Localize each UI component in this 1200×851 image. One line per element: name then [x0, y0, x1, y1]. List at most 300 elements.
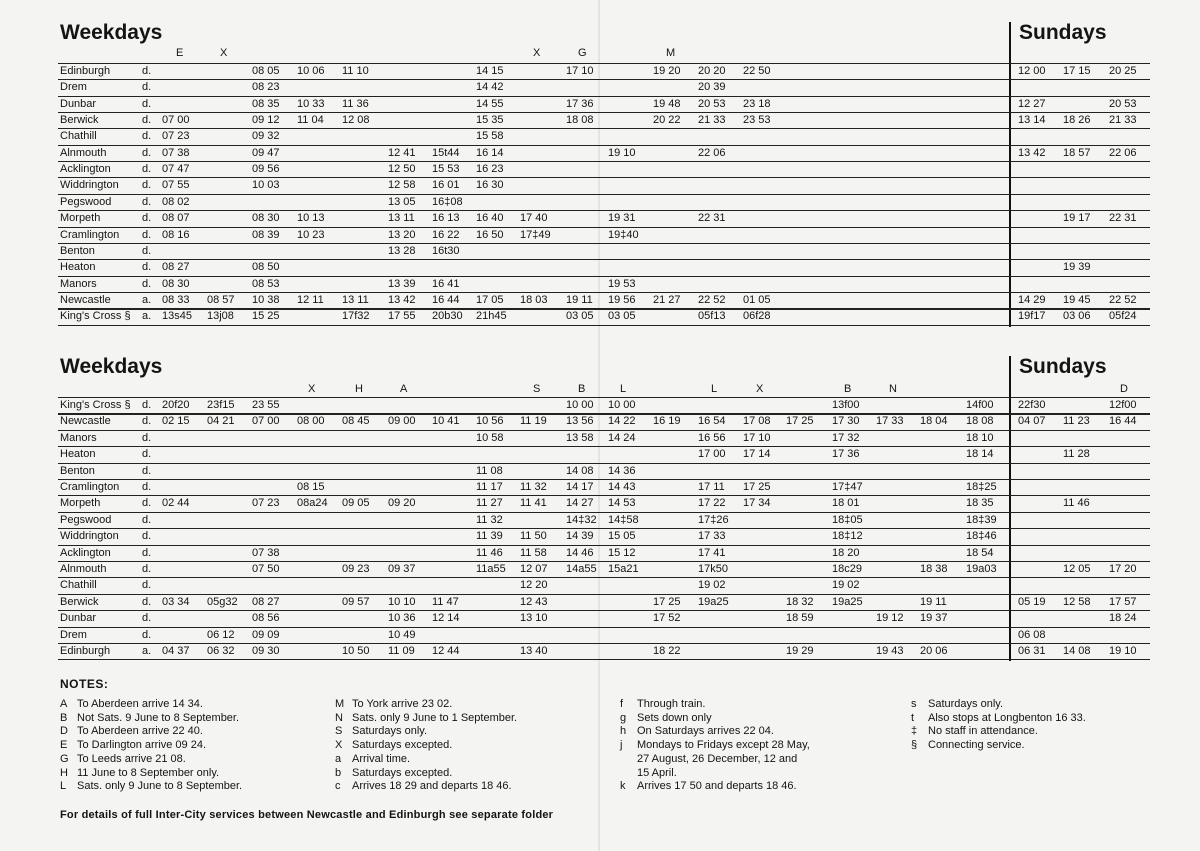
- time-cell: 10 38: [252, 293, 280, 306]
- arr-dep-marker: d.: [142, 146, 152, 159]
- sunday-time-cell: 19 10: [1109, 645, 1137, 657]
- time-cell: 21 27: [653, 293, 681, 306]
- time-cell: 20b30: [432, 310, 463, 323]
- station-name: Edinburgh: [60, 65, 111, 77]
- note-key: D: [60, 725, 68, 738]
- time-cell: 14 53: [608, 497, 636, 510]
- time-cell: 11 09: [388, 645, 415, 657]
- time-cell: 07 00: [162, 114, 190, 127]
- time-cell: 14 17: [566, 481, 594, 493]
- time-cell: 17 22: [698, 497, 726, 510]
- time-cell: 20 39: [698, 81, 726, 94]
- sunday-time-cell: 20 53: [1109, 97, 1137, 110]
- time-cell: 14‡32: [566, 513, 597, 526]
- note-key: §: [911, 739, 918, 752]
- note-text: Not Sats. 9 June to 8 September.: [77, 711, 240, 724]
- time-cell: 15t44: [432, 146, 460, 159]
- note-text: To Aberdeen arrive 22 40.: [77, 725, 203, 738]
- note-item: [60, 739, 206, 752]
- time-cell: 08a24: [297, 497, 328, 510]
- note-item: [620, 767, 677, 780]
- time-cell: 14 22: [608, 415, 636, 428]
- note-key: b: [335, 766, 342, 779]
- column-note: S: [533, 383, 541, 395]
- arr-dep-marker: d.: [142, 628, 152, 641]
- time-cell: 03 05: [608, 310, 636, 323]
- note-item: [335, 767, 452, 780]
- time-cell: 18 22: [653, 645, 681, 657]
- time-cell: 17 33: [698, 530, 726, 543]
- note-key: s: [911, 698, 917, 710]
- time-cell: 07 38: [252, 546, 280, 559]
- time-cell: 19a25: [698, 595, 729, 608]
- sunday-time-cell: 13 42: [1018, 146, 1046, 159]
- time-cell: 12 08: [342, 114, 370, 127]
- sundays-divider: [1009, 356, 1011, 661]
- note-item: [911, 698, 1003, 711]
- station-name: Cramlington: [60, 481, 120, 493]
- sunday-time-cell: 12 05: [1063, 563, 1091, 575]
- note-text: Arrival time.: [352, 752, 411, 765]
- time-cell: 19 48: [653, 97, 681, 110]
- time-cell: 09 09: [252, 628, 280, 641]
- note-item: [60, 725, 203, 738]
- time-cell: 13 39: [388, 277, 416, 290]
- station-name: Benton: [60, 464, 95, 477]
- time-cell: 16 23: [476, 163, 504, 176]
- time-cell: 21 33: [698, 114, 726, 127]
- time-cell: 15 58: [476, 130, 504, 143]
- station-name: Berwick: [60, 114, 99, 127]
- time-cell: 10 49: [388, 628, 416, 641]
- time-cell: 16‡08: [432, 195, 463, 208]
- sunday-time-cell: 22f30: [1018, 399, 1046, 411]
- time-cell: 16 01: [432, 179, 460, 192]
- time-cell: 11 32: [520, 481, 547, 493]
- time-cell: 18‡12: [832, 530, 863, 543]
- time-cell: 07 23: [252, 497, 280, 510]
- time-cell: 18 04: [920, 415, 948, 428]
- time-cell: 16 14: [476, 146, 504, 159]
- time-cell: 19a03: [966, 563, 997, 575]
- time-cell: 18 20: [832, 546, 860, 559]
- note-key: A: [60, 698, 68, 710]
- time-cell: 11 27: [476, 497, 503, 510]
- time-cell: 14 55: [476, 97, 504, 110]
- time-cell: 19 02: [698, 579, 726, 592]
- column-note: X: [533, 47, 541, 59]
- time-cell: 15 05: [608, 530, 636, 543]
- sunday-time-cell: 14 08: [1063, 645, 1091, 657]
- time-cell: 10 00: [608, 399, 636, 411]
- note-text: To Darlington arrive 09 24.: [77, 739, 207, 752]
- rule: [58, 659, 1150, 660]
- arr-dep-marker: d.: [142, 244, 152, 257]
- time-cell: 04 21: [207, 415, 235, 428]
- note-key: N: [335, 711, 343, 724]
- time-cell: 13 10: [520, 612, 548, 625]
- rule: [58, 577, 1150, 578]
- time-cell: 11 41: [520, 497, 547, 510]
- sundays-heading: Sundays: [1019, 355, 1107, 378]
- time-cell: 09 57: [342, 595, 370, 608]
- sunday-time-cell: 21 33: [1109, 114, 1137, 127]
- time-cell: 09 37: [388, 563, 416, 575]
- time-cell: 14a55: [566, 563, 597, 575]
- time-cell: 16 56: [698, 431, 726, 444]
- note-key: t: [911, 711, 915, 724]
- station-name: King's Cross §: [60, 310, 131, 323]
- time-cell: 14 24: [608, 431, 636, 444]
- time-cell: 18 01: [832, 497, 860, 510]
- time-cell: 13 20: [388, 228, 416, 241]
- station-name: Alnmouth: [60, 146, 107, 159]
- sunday-time-cell: 18 24: [1109, 612, 1137, 625]
- time-cell: 13 28: [388, 244, 416, 257]
- note-item: [620, 712, 712, 725]
- note-text: 11 June to 8 September only.: [77, 766, 220, 779]
- column-note: N: [889, 383, 897, 395]
- note-item: [620, 753, 797, 766]
- note-key: B: [60, 711, 68, 724]
- time-cell: 16t30: [432, 244, 460, 257]
- arr-dep-marker: d.: [142, 97, 152, 110]
- time-cell: 19 43: [876, 645, 904, 657]
- column-note: X: [220, 47, 228, 59]
- time-cell: 16 22: [432, 228, 460, 241]
- time-cell: 13 11: [388, 212, 415, 225]
- arr-dep-marker: d.: [142, 481, 152, 493]
- time-cell: 15a21: [608, 563, 639, 575]
- note-text: Saturdays excepted.: [352, 766, 453, 779]
- column-note: M: [666, 47, 676, 59]
- column-note: E: [176, 47, 184, 59]
- time-cell: 17 10: [566, 65, 594, 77]
- time-cell: 18 08: [966, 415, 994, 428]
- time-cell: 15 35: [476, 114, 504, 127]
- sunday-time-cell: 22 31: [1109, 212, 1137, 225]
- time-cell: 14 42: [476, 81, 504, 94]
- arr-dep-marker: d.: [142, 530, 152, 543]
- note-item: [620, 739, 810, 752]
- time-cell: 20f20: [162, 399, 190, 411]
- note-text: To Leeds arrive 21 08.: [77, 752, 186, 765]
- arr-dep-marker: d.: [142, 546, 152, 559]
- note-item: [620, 725, 774, 738]
- sunday-time-cell: 12 58: [1063, 595, 1091, 608]
- time-cell: 06f28: [743, 310, 771, 323]
- note-item: [60, 780, 242, 793]
- note-text: Sats. only 9 June to 1 September.: [352, 711, 518, 724]
- time-cell: 19‡40: [608, 228, 639, 241]
- arr-dep-marker: d.: [142, 65, 152, 77]
- time-cell: 10 10: [388, 595, 416, 608]
- note-item: [911, 739, 1025, 752]
- sunday-time-cell: 11 46: [1063, 497, 1090, 510]
- time-cell: 06 32: [207, 645, 235, 657]
- note-text: Connecting service.: [928, 739, 1025, 752]
- note-key: k: [620, 780, 626, 793]
- time-cell: 09 32: [252, 130, 280, 143]
- time-cell: 10 33: [297, 97, 325, 110]
- time-cell: 10 03: [252, 179, 280, 192]
- time-cell: 19a25: [832, 595, 863, 608]
- time-cell: 11 19: [520, 415, 547, 428]
- station-name: Newcastle: [60, 415, 111, 428]
- arr-dep-marker: d.: [142, 179, 152, 192]
- time-cell: 12 58: [388, 179, 416, 192]
- arr-dep-marker: d.: [142, 497, 152, 510]
- arr-dep-marker: d.: [142, 81, 152, 94]
- arr-dep-marker: d.: [142, 595, 152, 608]
- rule: [58, 610, 1150, 611]
- sunday-time-cell: 22 52: [1109, 293, 1137, 306]
- note-item: [60, 698, 203, 711]
- arr-dep-marker: d.: [142, 130, 152, 143]
- time-cell: 12 44: [432, 645, 460, 657]
- arr-dep-marker: d.: [142, 261, 152, 274]
- time-cell: 19 29: [786, 645, 814, 657]
- time-cell: 14‡58: [608, 513, 639, 526]
- time-cell: 11 10: [342, 65, 369, 77]
- note-key: L: [60, 780, 67, 793]
- time-cell: 04 37: [162, 645, 190, 657]
- time-cell: 14 43: [608, 481, 636, 493]
- time-cell: 18 03: [520, 293, 548, 306]
- time-cell: 17‡47: [832, 481, 863, 493]
- time-cell: 13 11: [342, 293, 369, 306]
- time-cell: 19 11: [920, 595, 947, 608]
- time-cell: 05f13: [698, 310, 726, 323]
- time-cell: 16 54: [698, 415, 726, 428]
- time-cell: 11 32: [476, 513, 503, 526]
- sunday-time-cell: 19f17: [1018, 310, 1046, 323]
- time-cell: 17 08: [743, 415, 771, 428]
- time-cell: 18 38: [920, 563, 948, 575]
- time-cell: 15 12: [608, 546, 636, 559]
- station-name: Chathill: [60, 579, 97, 592]
- time-cell: 14 46: [566, 546, 594, 559]
- time-cell: 18 35: [966, 497, 994, 510]
- sunday-time-cell: 06 31: [1018, 645, 1046, 657]
- time-cell: 18‡25: [966, 481, 997, 493]
- time-cell: 10 23: [297, 228, 325, 241]
- time-cell: 13s45: [162, 310, 192, 323]
- sunday-time-cell: 11 28: [1063, 448, 1090, 461]
- time-cell: 12 50: [388, 163, 416, 176]
- station-name: Morpeth: [60, 212, 101, 225]
- note-key: E: [60, 739, 68, 752]
- time-cell: 09 12: [252, 114, 280, 127]
- time-cell: 03 34: [162, 595, 190, 608]
- rule: [58, 463, 1150, 464]
- note-text: To York arrive 23 02.: [352, 698, 453, 710]
- note-item: [335, 753, 410, 766]
- time-cell: 17 14: [743, 448, 771, 461]
- arr-dep-marker: d.: [142, 195, 152, 208]
- time-cell: 13 42: [388, 293, 416, 306]
- sunday-time-cell: 17 20: [1109, 563, 1137, 575]
- time-cell: 17 34: [743, 497, 771, 510]
- time-cell: 19 10: [608, 146, 636, 159]
- time-cell: 08 27: [162, 261, 190, 274]
- arr-dep-marker: a.: [142, 293, 152, 306]
- time-cell: 13j08: [207, 310, 234, 323]
- time-cell: 18 14: [966, 448, 994, 461]
- time-cell: 08 35: [252, 97, 280, 110]
- time-cell: 16 13: [432, 212, 460, 225]
- time-cell: 16 50: [476, 228, 504, 241]
- station-name: Drem: [60, 628, 87, 641]
- time-cell: 18 10: [966, 431, 994, 444]
- note-key: j: [620, 739, 623, 752]
- note-text: Arrives 17 50 and departs 18 46.: [637, 780, 797, 793]
- time-cell: 13 56: [566, 415, 594, 428]
- station-name: Morpeth: [60, 497, 101, 510]
- note-item: [335, 739, 452, 752]
- sunday-time-cell: 13 14: [1018, 114, 1046, 127]
- station-name: Dunbar: [60, 612, 97, 625]
- time-cell: 17 05: [476, 293, 504, 306]
- time-cell: 20 53: [698, 97, 726, 110]
- time-cell: 17 55: [388, 310, 416, 323]
- time-cell: 08 00: [297, 415, 325, 428]
- station-name: Heaton: [60, 448, 96, 461]
- weekdays-heading: Weekdays: [60, 355, 163, 378]
- station-name: Dunbar: [60, 97, 97, 110]
- time-cell: 13 05: [388, 195, 416, 208]
- sunday-time-cell: 06 08: [1018, 628, 1046, 641]
- arr-dep-marker: d.: [142, 464, 152, 477]
- note-key: S: [335, 725, 343, 738]
- sunday-time-cell: 17 15: [1063, 65, 1091, 77]
- note-key: M: [335, 698, 345, 710]
- arr-dep-marker: d.: [142, 448, 152, 461]
- time-cell: 19 37: [920, 612, 948, 625]
- time-cell: 08 23: [252, 81, 280, 94]
- note-text: No staff in attendance.: [928, 725, 1038, 738]
- time-cell: 10 56: [476, 415, 504, 428]
- notes-title: NOTES:: [60, 677, 109, 691]
- time-cell: 17 32: [832, 431, 860, 444]
- time-cell: 22 50: [743, 65, 771, 77]
- sunday-time-cell: 14 29: [1018, 293, 1046, 306]
- time-cell: 08 05: [252, 65, 280, 77]
- time-cell: 20 06: [920, 645, 948, 657]
- sunday-time-cell: 18 57: [1063, 146, 1091, 159]
- arr-dep-marker: a.: [142, 645, 152, 657]
- column-note: X: [308, 383, 316, 395]
- time-cell: 13 58: [566, 431, 594, 444]
- time-cell: 08 33: [162, 293, 190, 306]
- time-cell: 18 59: [786, 612, 814, 625]
- time-cell: 14 39: [566, 530, 594, 543]
- weekdays-heading: Weekdays: [60, 21, 163, 44]
- time-cell: 17 36: [566, 97, 594, 110]
- note-text: On Saturdays arrives 22 04.: [637, 725, 774, 738]
- column-note: G: [578, 47, 587, 59]
- station-name: Benton: [60, 244, 95, 257]
- arr-dep-marker: d.: [142, 579, 152, 592]
- column-note: L: [711, 383, 718, 395]
- note-key: c: [335, 780, 341, 793]
- arr-dep-marker: d.: [142, 612, 152, 625]
- time-cell: 11 47: [432, 595, 459, 608]
- time-cell: 05g32: [207, 595, 238, 608]
- time-cell: 14 27: [566, 497, 594, 510]
- sunday-time-cell: 17 57: [1109, 595, 1137, 608]
- time-cell: 09 56: [252, 163, 280, 176]
- note-key: H: [60, 766, 68, 779]
- time-cell: 12 11: [297, 293, 324, 306]
- time-cell: 09 00: [388, 415, 416, 428]
- time-cell: 17‡49: [520, 228, 551, 241]
- time-cell: 03 05: [566, 310, 594, 323]
- time-cell: 08 30: [162, 277, 190, 290]
- note-text: 27 August, 26 December, 12 and: [637, 752, 798, 765]
- time-cell: 14 08: [566, 464, 594, 477]
- time-cell: 08 27: [252, 595, 280, 608]
- station-name: Pegswood: [60, 513, 112, 526]
- note-text: Through train.: [637, 698, 706, 710]
- note-item: [335, 725, 427, 738]
- time-cell: 17‡26: [698, 513, 729, 526]
- sunday-time-cell: 05 19: [1018, 595, 1046, 608]
- station-name: Newcastle: [60, 293, 111, 306]
- column-note: X: [756, 383, 764, 395]
- time-cell: 11 39: [476, 530, 503, 543]
- time-cell: 08 07: [162, 212, 190, 225]
- arr-dep-marker: d.: [142, 228, 152, 241]
- time-cell: 09 47: [252, 146, 280, 159]
- note-key: ‡: [911, 725, 918, 738]
- sunday-time-cell: 04 07: [1018, 415, 1046, 428]
- time-cell: 07 55: [162, 179, 190, 192]
- time-cell: 19 12: [876, 612, 904, 625]
- time-cell: 10 13: [297, 212, 325, 225]
- time-cell: 08 16: [162, 228, 190, 241]
- time-cell: 16 40: [476, 212, 504, 225]
- note-item: [911, 712, 1086, 725]
- station-name: Chathill: [60, 130, 97, 143]
- time-cell: 11 50: [520, 530, 547, 543]
- time-cell: 11a55: [476, 563, 506, 575]
- time-cell: 11 17: [476, 481, 503, 493]
- note-key: h: [620, 725, 627, 738]
- note-item: [911, 725, 1038, 738]
- time-cell: 12 14: [432, 612, 460, 625]
- station-name: Edinburgh: [60, 645, 111, 657]
- time-cell: 08 15: [297, 481, 325, 493]
- time-cell: 16 19: [653, 415, 681, 428]
- time-cell: 23f15: [207, 399, 235, 411]
- time-cell: 09 05: [342, 497, 370, 510]
- note-text: Sats. only 9 June to 8 September.: [77, 780, 243, 793]
- time-cell: 19 56: [608, 293, 636, 306]
- time-cell: 11 58: [520, 546, 547, 559]
- arr-dep-marker: d.: [142, 563, 152, 575]
- arr-dep-marker: d.: [142, 399, 152, 411]
- time-cell: 20 20: [698, 65, 726, 77]
- time-cell: 17f32: [342, 310, 370, 323]
- note-item: [335, 712, 517, 725]
- time-cell: 17 33: [876, 415, 904, 428]
- sunday-time-cell: 12f00: [1109, 399, 1137, 411]
- time-cell: 10 06: [297, 65, 325, 77]
- sunday-time-cell: 19 39: [1063, 261, 1091, 274]
- time-cell: 14 15: [476, 65, 504, 77]
- time-cell: 17 52: [653, 612, 681, 625]
